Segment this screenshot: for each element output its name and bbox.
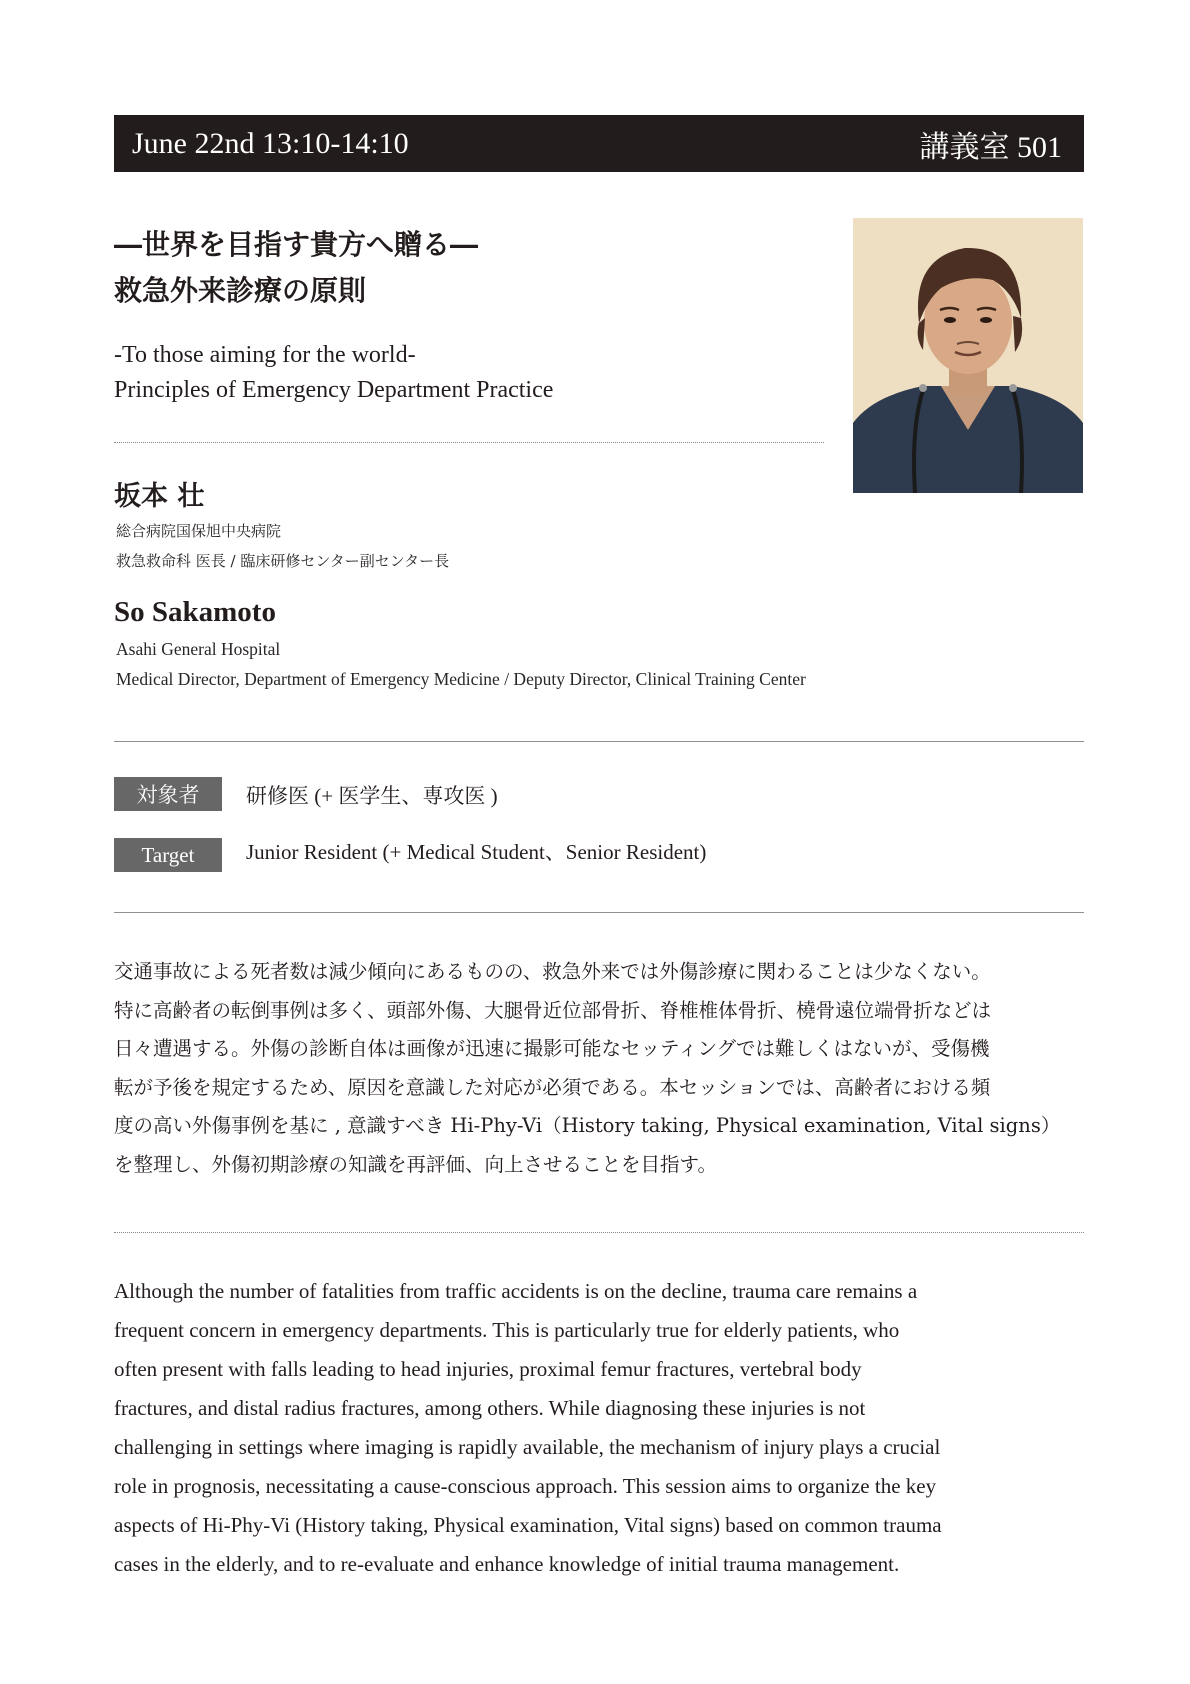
speaker-photo	[853, 218, 1083, 493]
affiliation-ja-line-1: 総合病院国保旭中央病院	[116, 522, 282, 540]
abstract-ja-line: を整理し、外傷初期診療の知識を再評価、向上させることを目指す。	[114, 1152, 717, 1176]
title-ja-line-2: 救急外来診療の原則	[114, 274, 367, 307]
abstract-divider	[114, 1232, 1084, 1233]
abstract-en-line: frequent concern in emergency departments. This is particularly true for elderly patients, who	[114, 1318, 900, 1342]
abstract-ja-line: 度の高い外傷事例を基に , 意識すべき Hi-Phy-Vi（History taking, Physical examination, Vital signs）	[114, 1114, 1061, 1137]
abstract-japanese	[114, 953, 1086, 1184]
audience-label-english: Target	[114, 838, 222, 872]
abstract-ja-line: 転が予後を規定するため、原因を意識した対応が必須である。本セッションでは、高齢者における頻	[114, 1075, 991, 1099]
abstract-en-line: aspects of Hi-Phy-Vi (History taking, Physical examination, Vital signs) based on common trauma	[114, 1513, 942, 1537]
audience-value-japanese: 研修医 (+ 医学生、専攻医 )	[246, 784, 498, 808]
speaker-name-english: So Sakamoto	[114, 596, 276, 628]
title-en-line-2: Principles of Emergency Department Practice	[114, 377, 554, 403]
title-ja-line-1: ―世界を目指す貴方へ贈る―	[114, 228, 479, 261]
abstract-en-line: Although the number of fatalities from traffic accidents is on the decline, trauma care remains a	[114, 1279, 918, 1303]
abstract-ja-line: 特に高齢者の転倒事例は多く、頭部外傷、大腿骨近位部骨折、脊椎椎体骨折、橈骨遠位端骨折などは	[114, 998, 992, 1022]
section-divider-bottom	[114, 912, 1084, 913]
abstract-en-line: role in prognosis, necessitating a cause-conscious approach. This session aims to organize the key	[114, 1474, 937, 1498]
session-header-bar	[114, 115, 1084, 172]
abstract-en-line: often present with falls leading to head injuries, proximal femur fractures, vertebral body	[114, 1357, 862, 1381]
speaker-affiliation-japanese	[116, 516, 449, 576]
abstract-ja-line: 日々遭遇する。外傷の診断自体は画像が迅速に撮影可能なセッティングでは難しくはないが、受傷機	[114, 1037, 990, 1060]
abstract-en-line: challenging in settings where imaging is rapidly available, the mechanism of injury plays a crucial	[114, 1435, 941, 1459]
title-english	[114, 338, 834, 408]
abstract-ja-line: 交通事故による死者数は減少傾向にあるものの、救急外来では外傷診療に関わることは少なくない。	[114, 960, 991, 983]
session-datetime: June 22nd 13:10-14:10	[132, 126, 409, 160]
affiliation-en-line-2: Medical Director, Department of Emergency Medicine / Deputy Director, Clinical Training Center	[116, 669, 806, 689]
section-divider-top	[114, 741, 1084, 742]
speaker-portrait-image	[853, 218, 1083, 493]
title-en-line-1: -To those aiming for the world-	[114, 342, 416, 368]
speaker-affiliation-english	[116, 634, 806, 694]
lecture-room: 講義室 501	[919, 130, 1062, 164]
audience-label-japanese: 対象者	[114, 777, 222, 811]
title-divider	[114, 442, 824, 443]
abstract-english	[114, 1272, 1094, 1584]
audience-value-english: Junior Resident (+ Medical Student、Senior Resident)	[246, 840, 707, 864]
abstract-en-line: cases in the elderly, and to re-evaluate and enhance knowledge of initial trauma management.	[114, 1552, 900, 1576]
abstract-en-line: fractures, and distal radius fractures, among others. While diagnosing these injuries is not	[114, 1396, 866, 1420]
speaker-name-japanese: 坂本 壮	[114, 481, 205, 512]
affiliation-en-line-1: Asahi General Hospital	[116, 639, 281, 659]
title-japanese	[114, 222, 834, 314]
affiliation-ja-line-2: 救急救命科 医長 / 臨床研修センター副センター長	[116, 552, 450, 570]
